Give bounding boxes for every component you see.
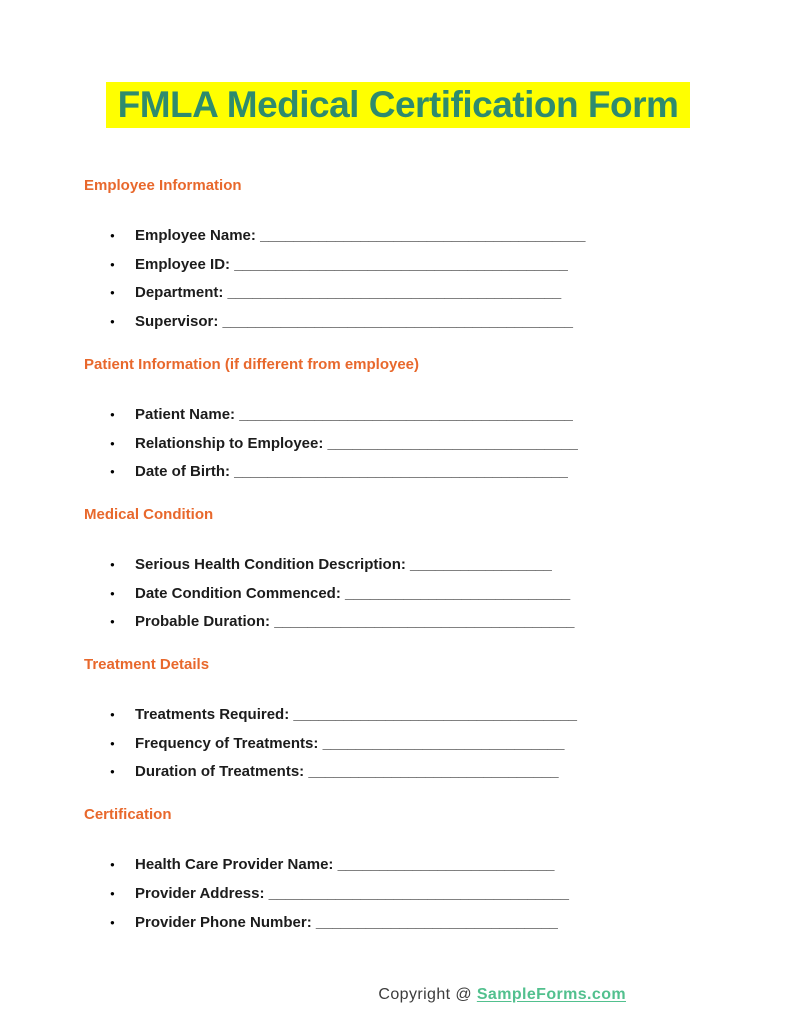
field-row-provider-name (84, 851, 712, 880)
section-heading: Patient Information (if different from employee) (84, 355, 420, 373)
blank-line: ________________________________________ (234, 463, 568, 481)
section-patient-information (84, 357, 712, 487)
section-treatment-details (84, 657, 712, 787)
field-list (84, 551, 712, 637)
field-row-treatment-frequency (84, 730, 712, 759)
blank-line: _____________________________ (315, 913, 558, 931)
field-list (84, 401, 712, 487)
form-body (0, 128, 796, 1004)
field-label: Serious Health Condition Description: (135, 555, 406, 573)
field-label: Employee ID: (135, 255, 231, 273)
field-label: Department: (135, 284, 224, 302)
field-label: Date of Birth: (135, 463, 230, 481)
field-row-provider-address (84, 880, 712, 909)
blank-line: ________________________________________ (239, 405, 573, 423)
blank-line: __________________________ (337, 856, 555, 874)
field-row-employee-id (84, 251, 712, 280)
footer-link[interactable]: SampleForms.com (476, 986, 626, 1004)
field-list (84, 222, 712, 337)
blank-line: ________________________________________ (227, 284, 562, 302)
field-list (84, 701, 712, 787)
field-row-treatments-required (84, 701, 712, 730)
field-row-date-of-birth (84, 458, 712, 487)
blank-line: __________________________________________ (222, 313, 573, 331)
bullet-icon: ● (110, 860, 115, 870)
footer (84, 986, 712, 1004)
blank-line: ______________________________ (327, 434, 578, 452)
field-label: Duration of Treatments: (135, 763, 305, 781)
field-row-treatment-duration (84, 758, 712, 787)
form-title: FMLA Medical Certification Form (106, 82, 691, 128)
field-row-condition-description (84, 551, 712, 580)
blank-line: __________________________________ (293, 706, 578, 724)
field-label: Health Care Provider Name: (135, 856, 334, 874)
copyright-text: Copyright @ (378, 986, 472, 1004)
section-certification (84, 807, 712, 937)
field-row-supervisor (84, 308, 712, 337)
field-label: Employee Name: (135, 227, 256, 244)
bullet-icon: ● (110, 259, 115, 269)
bullet-icon: ● (110, 231, 115, 240)
field-label: Treatments Required: (135, 706, 290, 724)
bullet-icon: ● (110, 617, 115, 627)
field-label: Frequency of Treatments: (135, 734, 319, 752)
bullet-icon: ● (110, 917, 115, 927)
bullet-icon: ● (110, 317, 115, 327)
section-heading: Employee Information (84, 177, 242, 194)
field-row-patient-name (84, 401, 712, 430)
section-medical-condition (84, 507, 712, 637)
blank-line: ______________________________ (308, 763, 559, 781)
bullet-icon: ● (110, 559, 115, 569)
bullet-icon: ● (110, 767, 115, 777)
blank-line: ____________________________________ (274, 613, 575, 631)
section-heading: Treatment Details (84, 656, 210, 674)
blank-line: ____________________________________ (268, 884, 569, 902)
blank-line: ________________________________________ (234, 255, 568, 273)
field-row-probable-duration (84, 608, 712, 637)
bullet-icon: ● (110, 438, 115, 448)
section-heading: Medical Condition (84, 505, 214, 523)
bullet-icon: ● (110, 288, 115, 298)
bullet-icon: ● (110, 588, 115, 598)
bullet-icon: ● (110, 409, 115, 419)
field-label: Provider Phone Number: (135, 913, 312, 931)
section-employee-information (84, 178, 712, 337)
field-row-employee-name (84, 222, 712, 251)
blank-line: _____________________________ (322, 734, 565, 752)
field-label: Supervisor: (135, 313, 219, 331)
field-list (84, 851, 712, 937)
field-row-department (84, 279, 712, 308)
field-label: Probable Duration: (135, 613, 271, 631)
title-bar (0, 0, 796, 128)
field-row-relationship (84, 430, 712, 459)
field-label: Relationship to Employee: (135, 434, 324, 452)
bullet-icon: ● (110, 888, 115, 898)
blank-line: _________________ (410, 555, 552, 573)
section-heading: Certification (84, 806, 172, 824)
blank-line: ___________________________ (345, 584, 571, 602)
field-row-provider-phone (84, 909, 712, 938)
field-label: Patient Name: (135, 405, 236, 423)
field-row-date-commenced (84, 580, 712, 609)
bullet-icon: ● (110, 467, 115, 477)
bullet-icon: ● (110, 710, 115, 720)
field-label: Date Condition Commenced: (135, 584, 341, 602)
bullet-icon: ● (110, 738, 115, 748)
blank-line: _______________________________________ (260, 227, 586, 244)
field-label: Provider Address: (135, 884, 265, 902)
